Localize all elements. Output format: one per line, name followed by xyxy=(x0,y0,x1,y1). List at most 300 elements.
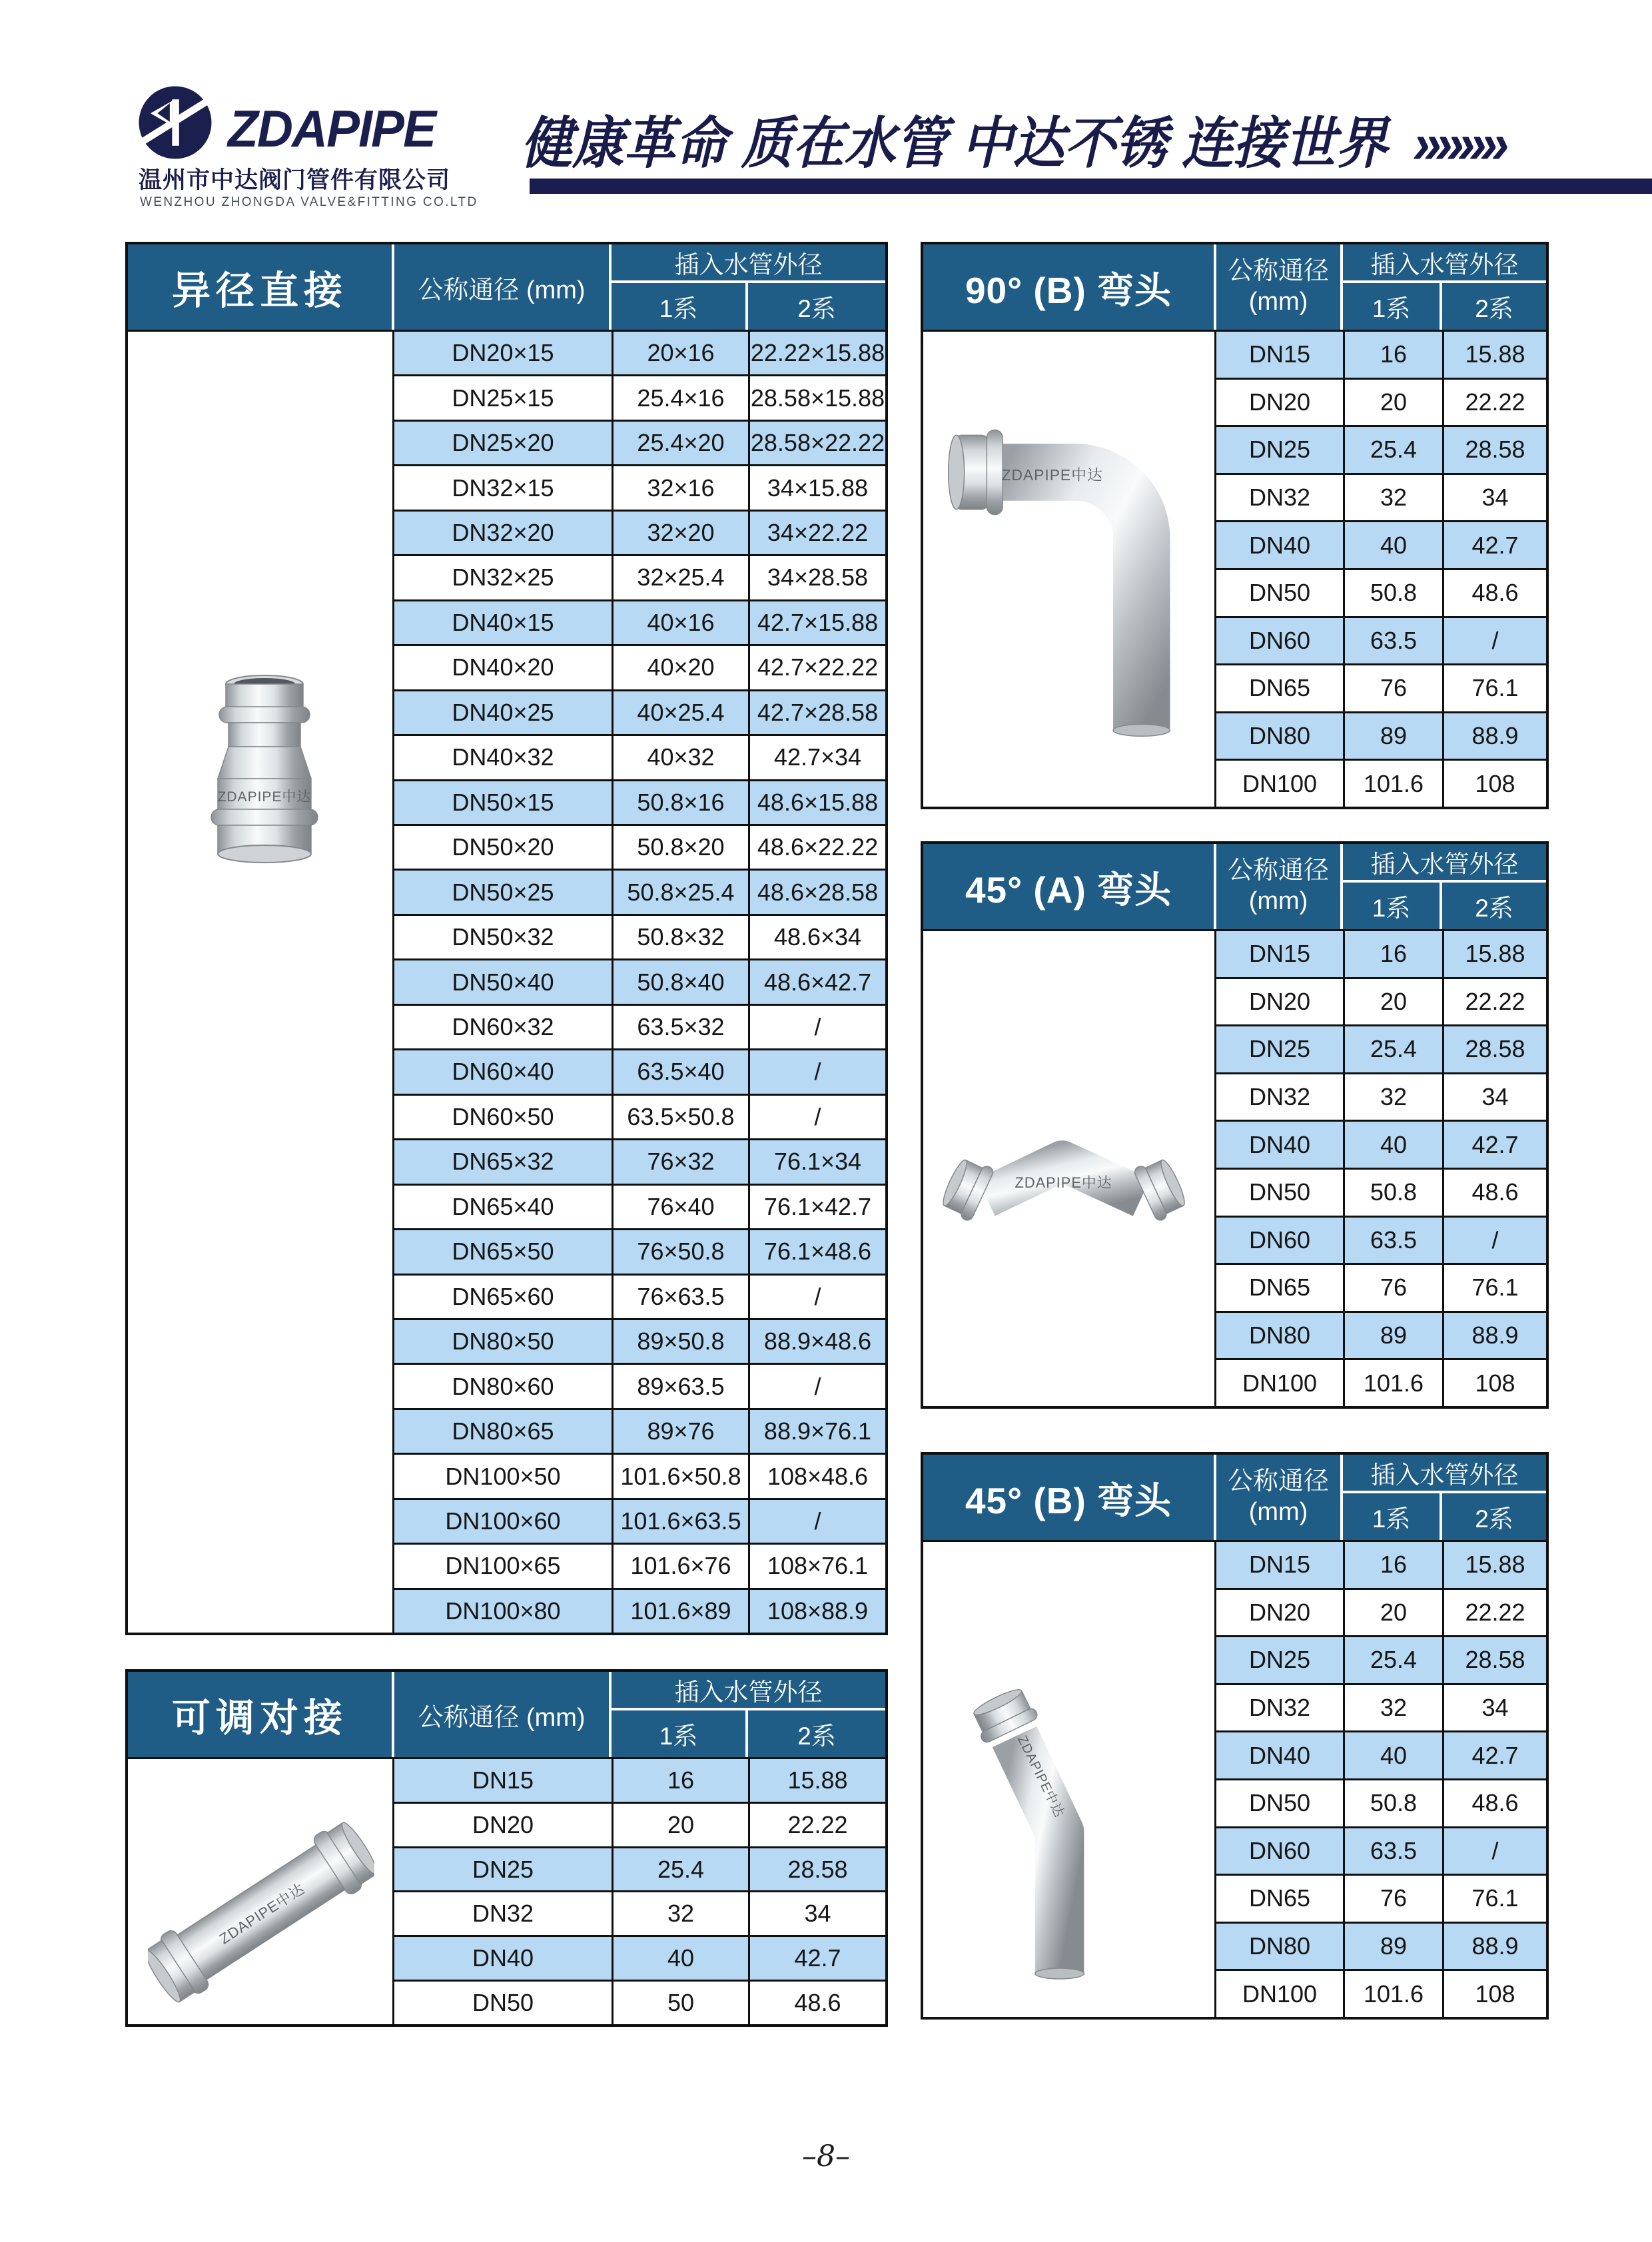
cell-series1-od: 20×16 xyxy=(612,332,748,374)
table-row xyxy=(394,1184,885,1228)
cell-series2-od: 42.7 xyxy=(1442,1732,1546,1778)
cell-series2-od: 22.22 xyxy=(1442,1590,1546,1636)
cell-series2-od: 42.7 xyxy=(1442,1122,1546,1168)
cell-nominal-dn: DN40×15 xyxy=(452,608,554,636)
table-row xyxy=(1216,378,1546,426)
cell-series2-od: 76.1 xyxy=(1442,1265,1546,1311)
table-row xyxy=(394,1274,885,1318)
section-title-adjustable: 可调对接 xyxy=(128,1672,394,1757)
cell-nominal-dn: DN40×25 xyxy=(452,698,554,726)
table-header xyxy=(923,244,1546,332)
data-rows-elbow-90b xyxy=(1216,332,1546,807)
cell-nominal-dn: DN40×32 xyxy=(452,743,554,771)
col-group-insert-od xyxy=(1343,244,1546,330)
cell-series2-od: 42.7×34 xyxy=(748,736,885,779)
data-rows-elbow-45b xyxy=(1216,1542,1546,2017)
col-header-series1: 1系 xyxy=(1343,283,1442,330)
cell-nominal-dn: DN32 xyxy=(1248,1083,1311,1111)
cell-series2-od: 76.1 xyxy=(1442,1876,1546,1922)
nominal-line1: 公称通径 xyxy=(1227,257,1329,286)
cell-nominal-dn: DN25 xyxy=(1248,436,1311,464)
table-row xyxy=(1216,1922,1546,1970)
cell-series2-od: 42.7 xyxy=(1442,522,1546,568)
data-rows-adjustable xyxy=(394,1759,885,2024)
cell-series1-od: 40×32 xyxy=(612,736,748,779)
cell-series2-od: 48.6×15.88 xyxy=(748,781,885,824)
table-row xyxy=(394,1890,885,1935)
cell-series1-od: 101.6 xyxy=(1343,1971,1442,2017)
elbow-45a-photo xyxy=(923,931,1214,1406)
cell-series1-od: 50.8 xyxy=(1343,1170,1442,1216)
table-row xyxy=(1216,568,1546,616)
col-header-nominal: 公称通径 (mm) xyxy=(394,244,612,330)
cell-nominal-dn: DN100×50 xyxy=(445,1462,561,1490)
cell-series1-od: 25.4×20 xyxy=(612,422,748,464)
table-row xyxy=(1216,1730,1546,1778)
elbow-45b-photo xyxy=(923,1542,1214,2017)
table-row xyxy=(1216,1588,1546,1636)
table-row xyxy=(1216,1358,1546,1406)
photo-stamp-text: ZDAPIPE中达 xyxy=(1015,1174,1112,1191)
table-row xyxy=(1216,425,1546,473)
cell-nominal-dn: DN20 xyxy=(1248,388,1311,416)
cell-nominal-dn: DN40 xyxy=(1248,1741,1311,1769)
cell-nominal-dn: DN32 xyxy=(1248,1694,1311,1722)
nominal-line2: (mm) xyxy=(1248,887,1308,915)
cell-series2-od: / xyxy=(1442,1828,1546,1874)
col-header-nominal xyxy=(1216,244,1343,330)
cell-series2-od: 28.58 xyxy=(1442,1026,1546,1072)
cell-series2-od: 15.88 xyxy=(1442,332,1546,378)
cell-series1-od: 101.6×50.8 xyxy=(612,1455,748,1497)
cell-series1-od: 16 xyxy=(612,1759,748,1802)
cell-nominal-dn: DN65 xyxy=(1248,1884,1311,1912)
table-row xyxy=(394,734,885,779)
table-row xyxy=(1216,1216,1546,1264)
cell-series1-od: 20 xyxy=(1343,380,1442,426)
cell-series2-od: 108×88.9 xyxy=(748,1590,885,1633)
cell-nominal-dn: DN100×65 xyxy=(445,1552,561,1580)
table-row xyxy=(394,1318,885,1363)
col-header-series1: 1系 xyxy=(612,1710,748,1757)
cell-series2-od: 108 xyxy=(1442,1360,1546,1406)
cell-series2-od: 48.6×34 xyxy=(748,916,885,958)
table-row xyxy=(1216,1874,1546,1922)
cell-series2-od: 88.9 xyxy=(1442,713,1546,759)
cell-nominal-dn: DN80×50 xyxy=(452,1327,554,1355)
section-title-elbow-45a: 45° (A) 弯头 xyxy=(923,844,1216,929)
cell-series1-od: 89 xyxy=(1343,713,1442,759)
table-row xyxy=(1216,1072,1546,1120)
data-rows-reducing xyxy=(394,332,885,1633)
cell-series2-od: / xyxy=(748,1276,885,1318)
cell-nominal-dn: DN80×65 xyxy=(452,1417,554,1445)
cell-nominal-dn: DN15 xyxy=(1248,940,1311,968)
cell-nominal-dn: DN40×20 xyxy=(452,653,554,681)
photo-stamp-text: ZDAPIPE中达 xyxy=(216,1880,308,1948)
brand-name: ZDAPIPE xyxy=(228,99,436,158)
cell-series2-od: 22.22 xyxy=(1442,979,1546,1025)
cell-series1-od: 25.4 xyxy=(612,1848,748,1891)
product-photo-elbow-45b xyxy=(923,1542,1216,2017)
cell-nominal-dn: DN40 xyxy=(472,1944,534,1972)
table-row xyxy=(1216,1635,1546,1683)
cell-series1-od: 89×63.5 xyxy=(612,1365,748,1407)
product-photo-elbow-45a xyxy=(923,931,1216,1406)
cell-series2-od: 88.9×48.6 xyxy=(748,1320,885,1363)
cell-series2-od: 88.9 xyxy=(1442,1924,1546,1970)
col-header-series2: 2系 xyxy=(797,295,836,322)
col-group-insert-od xyxy=(612,1672,885,1757)
cell-series1-od: 40 xyxy=(612,1937,748,1980)
col-header-series1: 1系 xyxy=(612,283,748,330)
cell-nominal-dn: DN65 xyxy=(1248,674,1311,702)
table-row xyxy=(1216,1542,1546,1588)
table-row xyxy=(1216,473,1546,521)
cell-series1-od: 101.6×63.5 xyxy=(612,1500,748,1543)
col-header-insert-od: 插入水管外径 xyxy=(612,1672,885,1710)
cell-series1-od: 40 xyxy=(1343,522,1442,568)
photo-stamp-text: ZDAPIPE中达 xyxy=(1015,1733,1067,1820)
data-rows-elbow-45a xyxy=(1216,931,1546,1406)
cell-series1-od: 40 xyxy=(1343,1122,1442,1168)
nominal-line1: 公称通径 xyxy=(1227,857,1329,885)
cell-nominal-dn: DN32 xyxy=(472,1900,534,1928)
table-row xyxy=(1216,1969,1546,2017)
cell-series2-od: 48.6 xyxy=(1442,1170,1546,1216)
cell-series2-od: 22.22 xyxy=(1442,380,1546,426)
cell-nominal-dn: DN20 xyxy=(1248,1598,1311,1626)
cell-series1-od: 32×20 xyxy=(612,512,748,554)
cell-series2-od: 42.7 xyxy=(748,1937,885,1980)
cell-series1-od: 20 xyxy=(1343,979,1442,1025)
cell-series2-od: 48.6 xyxy=(1442,570,1546,616)
cell-nominal-dn: DN25 xyxy=(472,1855,534,1883)
cell-series2-od: 88.9 xyxy=(1442,1313,1546,1359)
table-elbow-45b xyxy=(921,1452,1549,2020)
cell-nominal-dn: DN80 xyxy=(1248,1932,1311,1960)
cell-nominal-dn: DN40 xyxy=(1248,531,1311,559)
cell-series1-od: 25.4×16 xyxy=(612,376,748,419)
cell-nominal-dn: DN25×15 xyxy=(452,384,554,412)
table-row xyxy=(1216,663,1546,711)
table-row xyxy=(394,1408,885,1453)
table-row xyxy=(1216,931,1546,977)
cell-nominal-dn: DN60×50 xyxy=(452,1102,554,1130)
table-row xyxy=(1216,1168,1546,1216)
cell-series1-od: 76×63.5 xyxy=(612,1276,748,1318)
cell-series1-od: 50.8 xyxy=(1343,570,1442,616)
cell-series1-od: 16 xyxy=(1343,931,1442,977)
col-header-series2: 2系 xyxy=(1475,1505,1513,1533)
cell-nominal-dn: DN50 xyxy=(1248,1178,1311,1206)
cell-nominal-dn: DN60×32 xyxy=(452,1013,554,1041)
cell-nominal-dn: DN50 xyxy=(1248,579,1311,607)
cell-series2-od: 42.7×15.88 xyxy=(748,601,885,644)
cell-series2-od: 76.1 xyxy=(1442,665,1546,711)
table-header xyxy=(128,1672,885,1759)
col-header-series2: 2系 xyxy=(797,1722,836,1750)
product-photo-elbow-90b xyxy=(923,332,1216,807)
cell-nominal-dn: DN80×60 xyxy=(452,1372,554,1400)
table-row xyxy=(394,958,885,1003)
cell-series2-od: / xyxy=(748,1096,885,1138)
cell-series1-od: 50.8×25.4 xyxy=(612,871,748,913)
cell-series2-od: 15.88 xyxy=(1442,1542,1546,1588)
cell-nominal-dn: DN50×32 xyxy=(452,923,554,951)
cell-nominal-dn: DN32×25 xyxy=(452,563,554,591)
cell-series2-od: 48.6 xyxy=(1442,1780,1546,1826)
table-row xyxy=(1216,1024,1546,1072)
table-elbow-90b xyxy=(921,242,1549,809)
cell-nominal-dn: DN20 xyxy=(1248,987,1311,1015)
cell-series2-od: 15.88 xyxy=(748,1759,885,1802)
cell-series2-od: 42.7×22.22 xyxy=(748,646,885,689)
cell-series2-od: 76.1×48.6 xyxy=(748,1230,885,1273)
cell-series2-od: 34×28.58 xyxy=(748,556,885,599)
cell-series2-od: 34 xyxy=(1442,475,1546,521)
cell-series1-od: 89×76 xyxy=(612,1410,748,1453)
cell-nominal-dn: DN50×40 xyxy=(452,968,554,996)
table-reducing-coupling xyxy=(125,242,888,1635)
table-adjustable-butt-joint xyxy=(125,1669,888,2027)
product-photo-reducing-coupling xyxy=(128,332,394,1633)
table-row xyxy=(394,1543,885,1587)
table-row xyxy=(394,510,885,554)
col-header-nominal: 公称通径 (mm) xyxy=(394,1672,612,1757)
cell-series1-od: 101.6 xyxy=(1343,1360,1442,1406)
cell-series2-od: 48.6×28.58 xyxy=(748,871,885,913)
table-row xyxy=(394,332,885,374)
table-row xyxy=(394,869,885,913)
table-header xyxy=(128,244,885,332)
cell-series1-od: 32 xyxy=(1343,1685,1442,1731)
adjustable-butt-joint-photo xyxy=(148,1799,374,2026)
cell-nominal-dn: DN15 xyxy=(1248,340,1311,368)
cell-nominal-dn: DN60 xyxy=(1248,626,1311,654)
cell-series2-od: 34 xyxy=(1442,1074,1546,1120)
cell-nominal-dn: DN32 xyxy=(1248,484,1311,512)
cell-nominal-dn: DN100 xyxy=(1242,1980,1318,2008)
col-header-insert-od: 插入水管外径 xyxy=(612,244,885,283)
table-header xyxy=(923,1455,1546,1542)
cell-series2-od: / xyxy=(748,1006,885,1048)
cell-nominal-dn: DN65 xyxy=(1248,1274,1311,1302)
table-row xyxy=(1216,759,1546,807)
col-header-nominal xyxy=(1216,1455,1343,1540)
cell-series2-od: 108 xyxy=(1442,1971,1546,2017)
table-elbow-45a xyxy=(921,841,1549,1409)
cell-series1-od: 63.5×40 xyxy=(612,1050,748,1093)
table-row xyxy=(1216,977,1546,1025)
cell-series2-od: 108×76.1 xyxy=(748,1545,885,1587)
cell-nominal-dn: DN50×20 xyxy=(452,833,554,861)
col-header-series1: 1系 xyxy=(1343,883,1442,929)
cell-series1-od: 63.5×32 xyxy=(612,1006,748,1048)
cell-series2-od: 34×15.88 xyxy=(748,466,885,509)
table-row xyxy=(394,1453,885,1497)
cell-series1-od: 63.5×50.8 xyxy=(612,1096,748,1138)
cell-series1-od: 63.5 xyxy=(1343,1828,1442,1874)
table-row xyxy=(394,1048,885,1093)
table-row xyxy=(394,1980,885,2024)
cell-series1-od: 76×50.8 xyxy=(612,1230,748,1273)
cell-series1-od: 101.6×76 xyxy=(612,1545,748,1587)
cell-series2-od: 48.6 xyxy=(748,1982,885,2024)
col-group-insert-od xyxy=(1343,844,1546,929)
cell-series1-od: 50.8×32 xyxy=(612,916,748,958)
cell-nominal-dn: DN100×60 xyxy=(445,1507,561,1535)
table-row xyxy=(394,1935,885,1980)
product-photo-adjustable-butt-joint xyxy=(128,1759,394,2024)
cell-nominal-dn: DN80 xyxy=(1248,722,1311,750)
col-header-nominal xyxy=(1216,844,1343,929)
cell-series2-od: 48.6×42.7 xyxy=(748,960,885,1003)
elbow-90b-photo xyxy=(923,332,1214,807)
company-logo-icon xyxy=(137,84,214,161)
cell-series2-od: 76.1×42.7 xyxy=(748,1186,885,1228)
cell-nominal-dn: DN100 xyxy=(1242,1369,1318,1397)
cell-series1-od: 50.8×16 xyxy=(612,781,748,824)
cell-series1-od: 89 xyxy=(1343,1313,1442,1359)
cell-series1-od: 101.6×89 xyxy=(612,1590,748,1633)
table-row xyxy=(394,689,885,734)
cell-nominal-dn: DN32×20 xyxy=(452,519,554,547)
cell-series1-od: 32 xyxy=(1343,1074,1442,1120)
cell-series1-od: 63.5 xyxy=(1343,618,1442,664)
cell-series1-od: 40×25.4 xyxy=(612,691,748,734)
cell-series1-od: 25.4 xyxy=(1343,1637,1442,1683)
table-row xyxy=(394,1004,885,1048)
cell-nominal-dn: DN40 xyxy=(1248,1130,1311,1158)
cell-nominal-dn: DN65×60 xyxy=(452,1282,554,1310)
cell-series2-od: 28.58 xyxy=(1442,1637,1546,1683)
cell-nominal-dn: DN20×15 xyxy=(452,339,554,367)
table-row xyxy=(1216,711,1546,759)
cell-series2-od: 28.58×22.22 xyxy=(748,422,885,464)
cell-series1-od: 40 xyxy=(1343,1732,1442,1778)
slogan-text: 健康革命 质在水管 中达不锈 连接世界 xyxy=(521,112,1388,175)
table-row xyxy=(394,779,885,824)
cell-series1-od: 76 xyxy=(1343,1265,1442,1311)
page-slogan xyxy=(521,99,1561,179)
col-header-insert-od: 插入水管外径 xyxy=(1343,244,1546,283)
page-number: –8– xyxy=(802,2139,850,2173)
table-row xyxy=(394,1846,885,1891)
cell-series1-od: 76×32 xyxy=(612,1140,748,1183)
cell-series1-od: 89 xyxy=(1343,1924,1442,1970)
cell-series1-od: 32 xyxy=(612,1892,748,1935)
col-header-insert-od: 插入水管外径 xyxy=(1343,844,1546,883)
section-title-elbow-45b: 45° (B) 弯头 xyxy=(923,1455,1216,1540)
table-row xyxy=(394,464,885,509)
table-header xyxy=(923,844,1546,931)
cell-series2-od: 48.6×22.22 xyxy=(748,826,885,869)
table-row xyxy=(394,1759,885,1802)
cell-series1-od: 50.8×40 xyxy=(612,960,748,1003)
table-row xyxy=(394,1498,885,1543)
cell-nominal-dn: DN15 xyxy=(1248,1551,1311,1579)
table-row xyxy=(394,1802,885,1846)
cell-series2-od: 22.22 xyxy=(748,1804,885,1846)
cell-nominal-dn: DN50×15 xyxy=(452,788,554,816)
table-row xyxy=(1216,1826,1546,1874)
cell-nominal-dn: DN50 xyxy=(472,1989,534,2017)
table-row xyxy=(1216,332,1546,378)
cell-series2-od: 28.58 xyxy=(748,1848,885,1891)
col-header-series2: 2系 xyxy=(1475,895,1513,922)
cell-series2-od: 28.58×15.88 xyxy=(748,376,885,419)
cell-series1-od: 50.8 xyxy=(1343,1780,1442,1826)
reducing-coupling-photo xyxy=(191,668,338,868)
table-row xyxy=(394,554,885,599)
cell-series2-od: / xyxy=(748,1500,885,1543)
photo-stamp-text: ZDAPIPE中达 xyxy=(217,789,312,805)
cell-series1-od: 63.5 xyxy=(1343,1218,1442,1264)
table-row xyxy=(394,1228,885,1273)
company-name-cn: 温州市中达阀门管件有限公司 xyxy=(139,167,451,193)
cell-series1-od: 89×50.8 xyxy=(612,1320,748,1363)
table-row xyxy=(394,1094,885,1138)
cell-series2-od: 108 xyxy=(1442,761,1546,807)
header-divider-bar xyxy=(530,179,1652,194)
cell-nominal-dn: DN65×50 xyxy=(452,1238,554,1266)
cell-nominal-dn: DN25 xyxy=(1248,1035,1311,1063)
cell-nominal-dn: DN80 xyxy=(1248,1321,1311,1349)
table-row xyxy=(394,824,885,869)
cell-series1-od: 16 xyxy=(1343,1542,1442,1588)
cell-nominal-dn: DN25 xyxy=(1248,1646,1311,1674)
cell-series2-od: 15.88 xyxy=(1442,931,1546,977)
cell-nominal-dn: DN50×25 xyxy=(452,878,554,906)
col-group-insert-od xyxy=(612,244,885,330)
table-row xyxy=(394,644,885,689)
section-title-elbow-90b: 90° (B) 弯头 xyxy=(923,244,1216,330)
cell-series1-od: 20 xyxy=(1343,1590,1442,1636)
cell-nominal-dn: DN65×40 xyxy=(452,1192,554,1220)
col-header-series2: 2系 xyxy=(1475,295,1513,322)
table-row xyxy=(394,1138,885,1183)
cell-series1-od: 40×20 xyxy=(612,646,748,689)
cell-series1-od: 32×25.4 xyxy=(612,556,748,599)
nominal-line1: 公称通径 xyxy=(1227,1467,1329,1496)
cell-series1-od: 101.6 xyxy=(1343,761,1442,807)
cell-series2-od: 22.22×15.88 xyxy=(748,332,885,374)
col-header-series1: 1系 xyxy=(1343,1493,1442,1540)
cell-series2-od: 34 xyxy=(748,1892,885,1935)
table-row xyxy=(394,1588,885,1633)
table-row xyxy=(1216,1263,1546,1311)
cell-series2-od: 34 xyxy=(1442,1685,1546,1731)
cell-nominal-dn: DN50 xyxy=(1248,1789,1311,1817)
photo-stamp-text: ZDAPIPE中达 xyxy=(1001,466,1103,484)
cell-series1-od: 76 xyxy=(1343,1876,1442,1922)
cell-nominal-dn: DN100 xyxy=(1242,769,1318,797)
cell-series1-od: 16 xyxy=(1343,332,1442,378)
cell-nominal-dn: DN60×40 xyxy=(452,1058,554,1086)
table-row xyxy=(1216,1778,1546,1826)
cell-nominal-dn: DN15 xyxy=(472,1766,534,1794)
cell-series1-od: 32 xyxy=(1343,475,1442,521)
section-title-reducing: 异径直接 xyxy=(128,244,394,330)
cell-series1-od: 25.4 xyxy=(1343,1026,1442,1072)
cell-series2-od: / xyxy=(1442,1218,1546,1264)
nominal-line2: (mm) xyxy=(1248,1498,1308,1526)
cell-series1-od: 25.4 xyxy=(1343,427,1442,473)
cell-series2-od: 34×22.22 xyxy=(748,512,885,554)
table-row xyxy=(394,599,885,644)
chevrons-icon: »»»» xyxy=(1412,112,1503,175)
